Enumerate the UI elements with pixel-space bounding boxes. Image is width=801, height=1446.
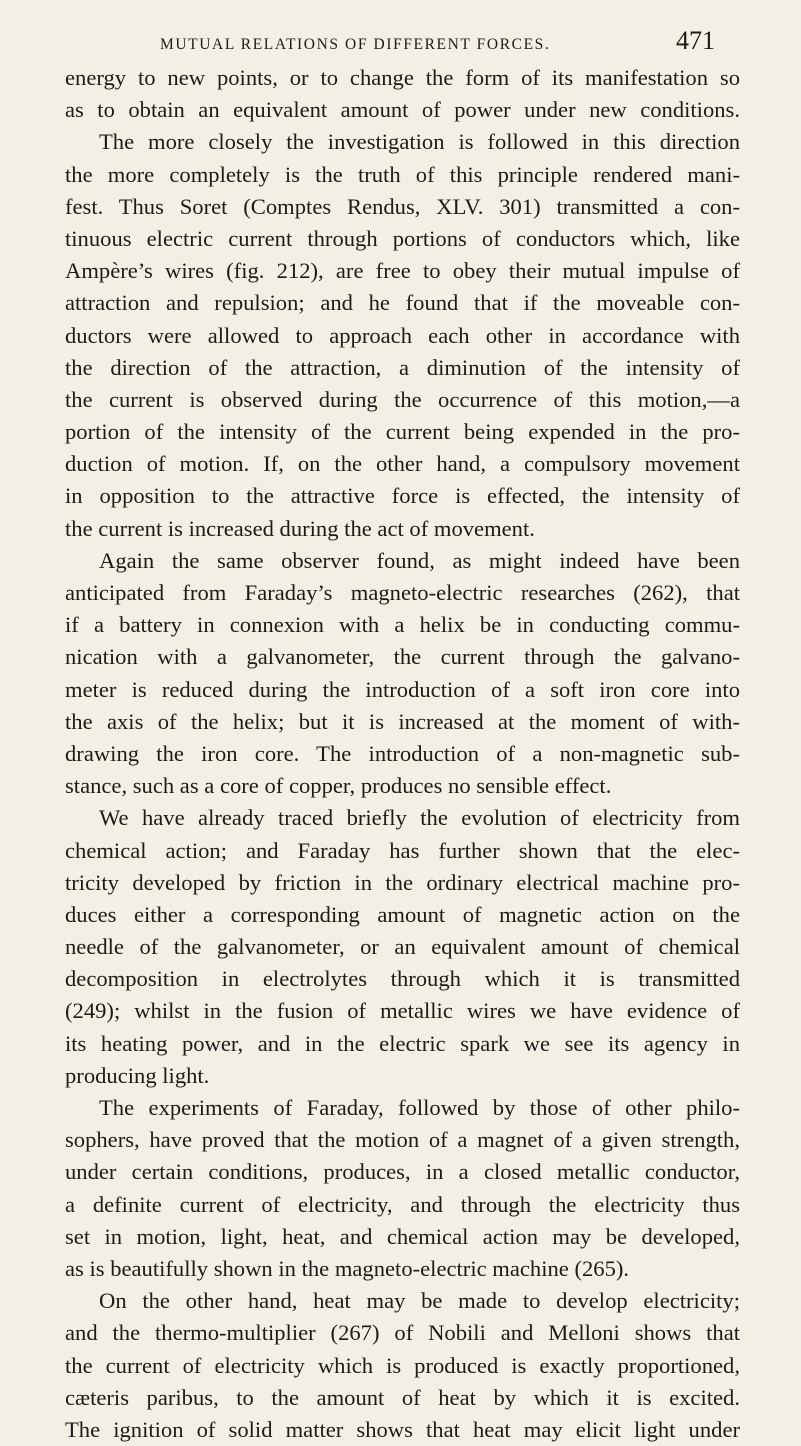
text-line: cæteris paribus, to the amount of heat by which it is excited. (65, 1384, 740, 1410)
text-line: Again the same observer found, as might indeed have been (99, 547, 740, 573)
text-line: the axis of the helix; but it is increased at the moment of with- (65, 708, 740, 734)
page-number: 471 (676, 26, 715, 55)
text-line: (249); whilst in the fusion of metallic wires we have evidence of (65, 998, 740, 1024)
text-line: On the other hand, heat may be made to develop electricity; (99, 1288, 740, 1314)
text-line: producing light. (65, 1062, 210, 1088)
text-line: decomposition in electrolytes through which it is transmitted (65, 966, 740, 992)
text-line: if a battery in connexion with a helix be in conducting commu- (65, 612, 740, 638)
text-line: stance, such as a core of copper, produces no sensible effect. (65, 773, 612, 799)
text-line: the current of electricity which is produced is exactly proportioned, (65, 1352, 740, 1378)
text-line: a definite current of electricity, and through the electricity thus (65, 1191, 740, 1217)
text-line: We have already traced briefly the evolution of electricity from (99, 805, 740, 831)
body-text (65, 62, 740, 1446)
text-line: chemical action; and Faraday has further shown that the elec- (65, 837, 740, 863)
text-line: The ignition of solid matter shows that heat may elicit light under (65, 1416, 740, 1442)
text-line: duction of motion. If, on the other hand, a compulsory movement (65, 451, 740, 477)
text-line: meter is reduced during the introduction of a soft iron core into (65, 676, 740, 702)
text-line: The experiments of Faraday, followed by those of other philo- (99, 1095, 740, 1120)
text-line: the current is observed during the occurrence of this motion,—a (65, 386, 740, 412)
text-line: nication with a galvanometer, the current through the galvano- (65, 644, 740, 670)
text-line: energy to new points, or to change the form of its manifestation so (65, 65, 740, 90)
text-line: under certain conditions, produces, in a closed metallic conductor, (65, 1159, 740, 1185)
text-line: sophers, have proved that the motion of a magnet of a given strength, (65, 1127, 740, 1153)
text-line: attraction and repulsion; and he found that if the moveable con- (65, 290, 740, 316)
text-line: its heating power, and in the electric spark we see its agency in (65, 1030, 740, 1056)
text-line: tinuous electric current through portions of conductors which, like (65, 225, 740, 251)
text-line: and the thermo-multiplier (267) of Nobili and Melloni shows that (65, 1320, 740, 1346)
text-line: anticipated from Faraday’s magneto-electric researches (262), that (65, 580, 740, 605)
text-line: in opposition to the attractive force is effected, the intensity of (65, 483, 740, 509)
text-line: the direction of the attraction, a diminution of the intensity of (65, 354, 740, 380)
text-line: drawing the iron core. The introduction of a non-magnetic sub- (65, 740, 740, 766)
text-line: needle of the galvanometer, or an equivalent amount of chemical (65, 934, 740, 960)
text-line: as is beautifully shown in the magneto-electric machine (265). (65, 1255, 630, 1281)
text-line: The more closely the investigation is followed in this direction (99, 129, 740, 155)
text-line: fest. Thus Soret (Comptes Rendus, XLV. 301) transmitted a con- (65, 193, 740, 219)
text-line: ductors were allowed to approach each other in accordance with (65, 322, 740, 348)
running-head: MUTUAL RELATIONS OF DIFFERENT FORCES. (160, 36, 551, 53)
text-line: duces either a corresponding amount of magnetic action on the (65, 901, 740, 927)
text-line: portion of the intensity of the current being expended in the pro- (65, 419, 740, 445)
text-line: as to obtain an equivalent amount of power under new conditions. (65, 97, 740, 123)
page-header (0, 20, 801, 60)
text-line: the more completely is the truth of this principle rendered mani- (65, 161, 740, 187)
text-line: set in motion, light, heat, and chemical action may be developed, (65, 1223, 740, 1249)
text-line: Ampère’s wires (fig. 212), are free to obey their mutual impulse of (65, 258, 740, 284)
text-line: the current is increased during the act of movement. (65, 515, 535, 541)
text-line: tricity developed by friction in the ordinary electrical machine pro- (65, 869, 740, 895)
